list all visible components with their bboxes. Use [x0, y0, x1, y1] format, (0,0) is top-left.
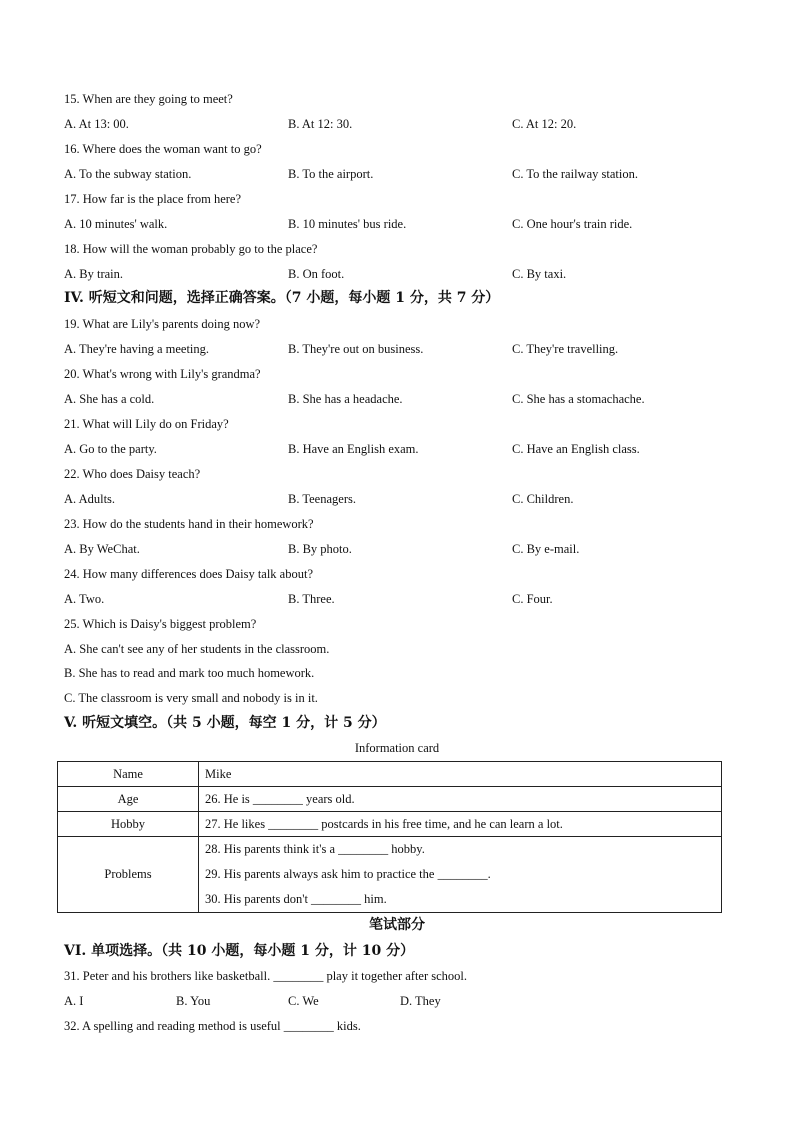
question-23: 23. How do the students hand in their homework?	[64, 517, 314, 531]
option-31-c: C. We	[288, 994, 319, 1008]
option-15-b: B. At 12: 30.	[288, 117, 353, 131]
option-18-c: C. By taxi.	[512, 267, 567, 281]
option-23-a: A. By WeChat.	[64, 542, 140, 556]
option-21-a: A. Go to the party.	[64, 442, 157, 456]
option-31-b: B. You	[176, 994, 211, 1008]
problem-30: 30. His parents don't ________ him.	[205, 892, 387, 906]
option-24-a: A. Two.	[64, 592, 105, 606]
option-20-b: B. She has a headache.	[288, 392, 403, 406]
age-key: Age	[58, 787, 199, 812]
option-24-b: B. Three.	[288, 592, 335, 606]
table-row	[58, 787, 722, 812]
option-18-b: B. On foot.	[288, 267, 345, 281]
option-17-c: C. One hour's train ride.	[512, 217, 633, 231]
question-24: 24. How many differences does Daisy talk about?	[64, 567, 314, 581]
question-16: 16. Where does the woman want to go?	[64, 142, 262, 156]
option-20-c: C. She has a stomachache.	[512, 392, 645, 406]
name-value: Mike	[199, 762, 722, 787]
option-22-c: C. Children.	[512, 492, 574, 506]
section-5-heading: V. 听短文填空。（共 5 小题，每空 1 分，计 5 分）	[64, 715, 386, 731]
option-31-a: A. I	[64, 994, 84, 1008]
option-25-c: C. The classroom is very small and nobody is in it.	[64, 691, 318, 705]
problem-28: 28. His parents think it's a ________ hobby.	[205, 842, 425, 856]
option-17-b: B. 10 minutes' bus ride.	[288, 217, 407, 231]
option-19-c: C. They're travelling.	[512, 342, 619, 356]
age-value: 26. He is ________ years old.	[199, 787, 722, 812]
question-22: 22. Who does Daisy teach?	[64, 467, 201, 481]
option-25-a: A. She can't see any of her students in the classroom.	[64, 642, 330, 656]
option-22-a: A. Adults.	[64, 492, 116, 506]
option-21-b: B. Have an English exam.	[288, 442, 419, 456]
problem-29: 29. His parents always ask him to practice the ________.	[205, 867, 491, 881]
question-19: 19. What are Lily's parents doing now?	[64, 317, 261, 331]
option-23-b: B. By photo.	[288, 542, 352, 556]
option-17-a: A. 10 minutes' walk.	[64, 217, 168, 231]
question-21: 21. What will Lily do on Friday?	[64, 417, 229, 431]
problems-key: Problems	[58, 837, 199, 913]
option-19-b: B. They're out on business.	[288, 342, 424, 356]
option-21-c: C. Have an English class.	[512, 442, 640, 456]
section-6-heading: VI. 单项选择。（共 10 小题，每小题 1 分，计 10 分）	[64, 943, 415, 959]
table-row	[58, 837, 722, 913]
option-23-c: C. By e-mail.	[512, 542, 580, 556]
question-32: 32. A spelling and reading method is useful ________ kids.	[64, 1019, 361, 1033]
option-25-b: B. She has to read and mark too much homework.	[64, 666, 315, 680]
option-15-c: C. At 12: 20.	[512, 117, 577, 131]
section-4-heading: IV. 听短文和问题，选择正确答案。（7 小题，每小题 1 分，共 7 分）	[64, 290, 500, 306]
option-24-c: C. Four.	[512, 592, 553, 606]
question-17: 17. How far is the place from here?	[64, 192, 242, 206]
info-card-table	[57, 761, 722, 913]
option-16-c: C. To the railway station.	[512, 167, 638, 181]
option-16-b: B. To the airport.	[288, 167, 374, 181]
hobby-key: Hobby	[58, 812, 199, 837]
question-25: 25. Which is Daisy's biggest problem?	[64, 617, 257, 631]
table-row	[58, 812, 722, 837]
table-row	[58, 762, 722, 787]
hobby-value: 27. He likes ________ postcards in his free time, and he can learn a lot.	[199, 812, 722, 837]
option-15-a: A. At 13: 00.	[64, 117, 129, 131]
question-20: 20. What's wrong with Lily's grandma?	[64, 367, 261, 381]
question-31: 31. Peter and his brothers like basketball. ________ play it together after school.	[64, 969, 468, 983]
info-card-title: Information card	[354, 741, 440, 755]
problems-value	[199, 837, 722, 913]
option-19-a: A. They're having a meeting.	[64, 342, 210, 356]
option-22-b: B. Teenagers.	[288, 492, 356, 506]
option-31-d: D. They	[400, 994, 441, 1008]
option-16-a: A. To the subway station.	[64, 167, 192, 181]
option-18-a: A. By train.	[64, 267, 124, 281]
written-part-title: 笔试部分	[369, 917, 425, 933]
name-key: Name	[58, 762, 199, 787]
question-18: 18. How will the woman probably go to the place?	[64, 242, 318, 256]
option-20-a: A. She has a cold.	[64, 392, 155, 406]
question-15: 15. When are they going to meet?	[64, 92, 233, 106]
